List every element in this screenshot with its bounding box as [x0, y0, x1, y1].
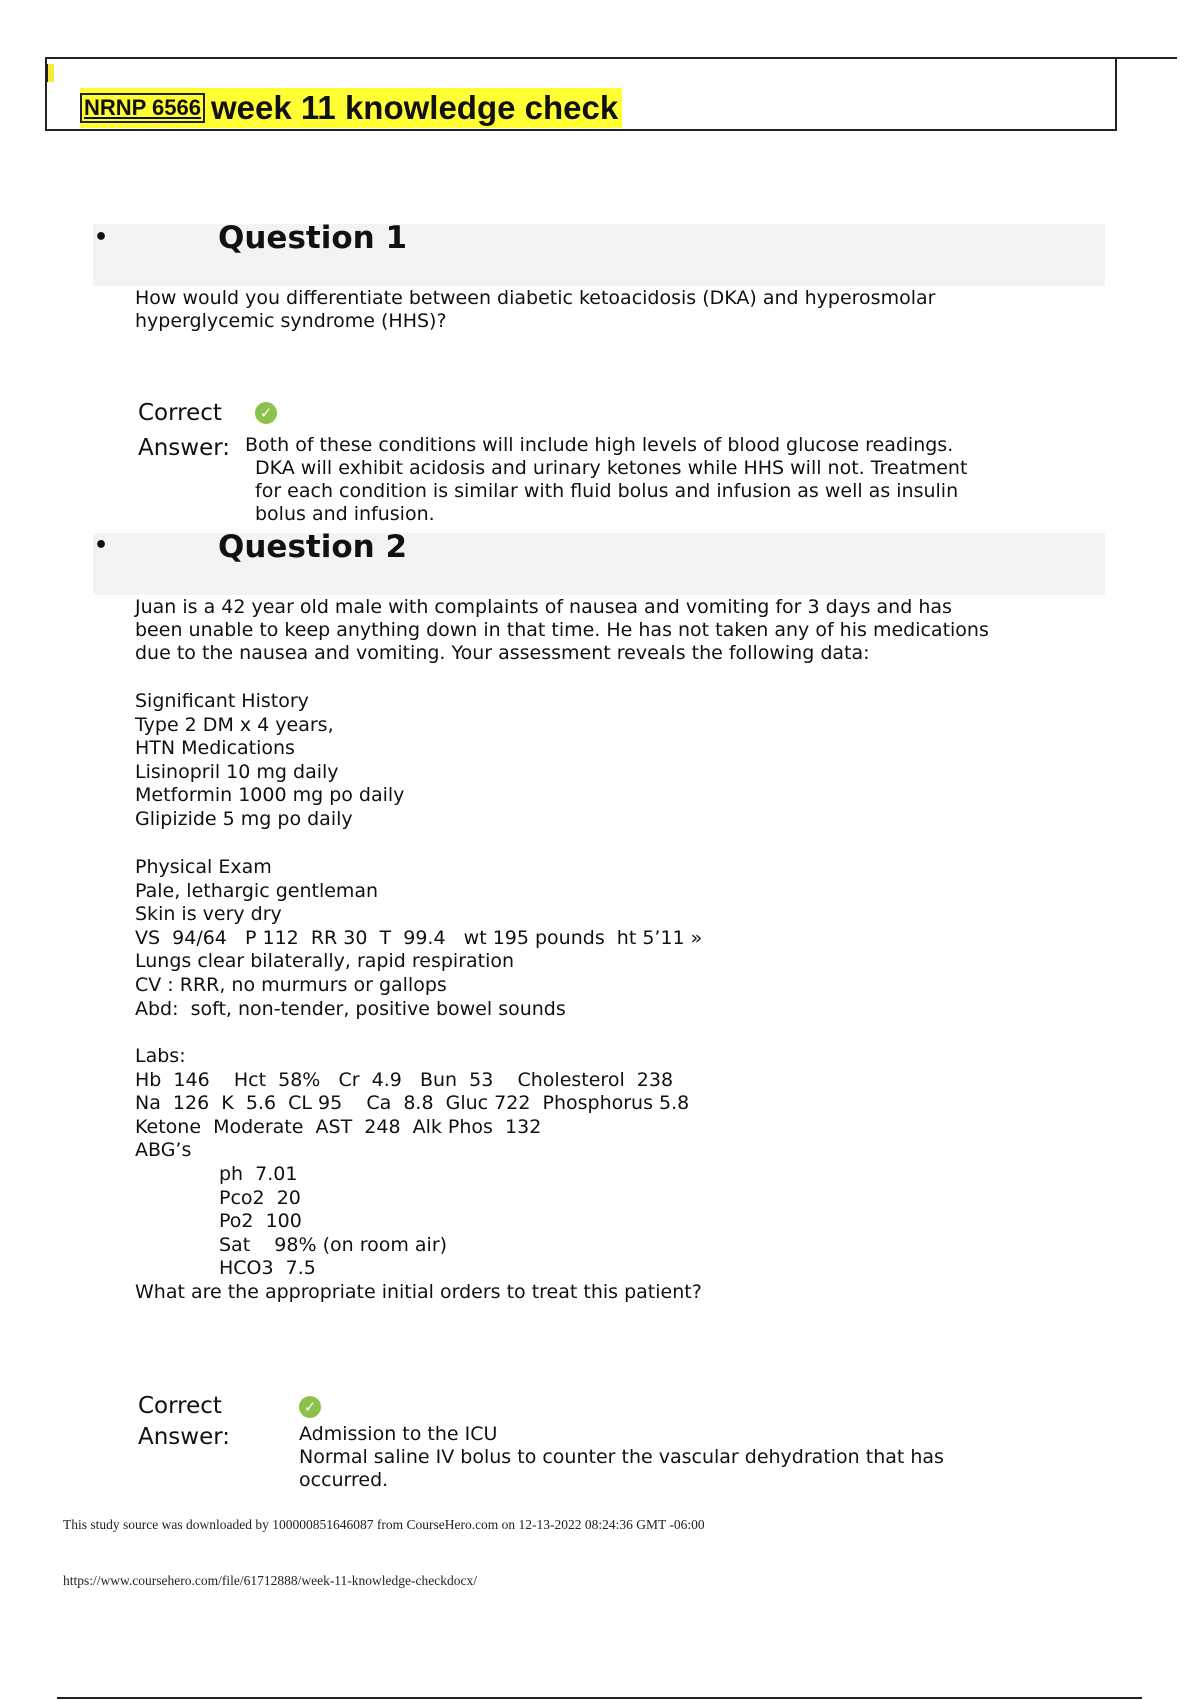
- exam-line: VS 94/64 P 112 RR 30 T 99.4 wt 195 pounds ht 5’11 »: [135, 926, 703, 949]
- exam-line: Physical Exam: [135, 856, 272, 878]
- exam-line: Skin is very dry: [135, 903, 282, 926]
- check-circle-icon: ✓: [299, 1396, 321, 1418]
- abg-line: HCO3 7.5: [219, 1257, 316, 1280]
- abg-values: [219, 1163, 447, 1281]
- answer-line: bolus and infusion.: [255, 503, 435, 525]
- history-line: Significant History: [135, 690, 309, 712]
- question-1-correct-label: Correct: [138, 400, 222, 426]
- header-rule-extension: [1117, 57, 1177, 59]
- bottom-rule: [57, 1697, 1142, 1699]
- answer-line: occurred.: [299, 1469, 389, 1491]
- question-2-question: What are the appropriate initial orders to treat this patient?: [135, 1281, 702, 1303]
- abg-line: Po2 100: [219, 1210, 302, 1233]
- exam-line: Abd: soft, non-tender, positive bowel sounds: [135, 997, 566, 1020]
- answer-line: Normal saline IV bolus to counter the vascular dehydration that has: [299, 1446, 944, 1468]
- exam-line: Pale, lethargic gentleman: [135, 879, 379, 902]
- question-2-answer-label: Answer:: [138, 1424, 231, 1450]
- history-line: Glipizide 5 mg po daily: [135, 807, 353, 830]
- source-line: This study source was downloaded by 100000851646087 from CourseHero.com on 12-13-2022 08:24:36 GMT -06:00: [63, 1517, 705, 1532]
- bullet-icon: •: [94, 533, 109, 558]
- answer-line: for each condition is similar with fluid bolus and infusion as well as insulin: [255, 480, 959, 502]
- highlight-mark: [46, 64, 54, 82]
- abg-line: Sat 98% (on room air): [219, 1233, 448, 1256]
- answer-line: Admission to the ICU: [299, 1423, 498, 1445]
- document-title: [80, 88, 622, 128]
- answer-line: Both of these conditions will include high levels of blood glucose readings.: [245, 434, 954, 456]
- question-2-prompt: Juan is a 42 year old male with complaints of nausea and vomiting for 3 days and has been unable to keep anything down in that time. He has not taken any of his medications due to the nausea and vomiting. Your assessment reveals the following data:: [135, 596, 989, 664]
- question-2-title: Question 2: [218, 529, 408, 565]
- question-1-answer-label: Answer:: [138, 435, 231, 461]
- history-line: Lisinopril 10 mg daily: [135, 760, 339, 783]
- question-1-prompt: How would you differentiate between diabetic ketoacidosis (DKA) and hyperosmolar hyperglycemic syndrome (HHS)?: [135, 287, 936, 332]
- history-line: Type 2 DM x 4 years,: [135, 713, 334, 736]
- lab-line: ABG’s: [135, 1139, 192, 1162]
- bullet-icon: •: [94, 225, 109, 250]
- question-2-answer: [299, 1423, 944, 1492]
- exam-line: Lungs clear bilaterally, rapid respiration: [135, 950, 515, 973]
- abg-line: ph 7.01: [219, 1163, 298, 1185]
- lab-line: Na 126 K 5.6 CL 95 Ca 8.8 Gluc 722 Phosphorus 5.8: [135, 1092, 690, 1115]
- title-text: week 11 knowledge check: [211, 89, 619, 126]
- history-line: Metformin 1000 mg po daily: [135, 784, 405, 807]
- physical-exam: [135, 856, 702, 1021]
- answer-line: DKA will exhibit acidosis and urinary ketones while HHS will not. Treatment: [255, 457, 968, 479]
- lab-line: Ketone Moderate AST 248 Alk Phos 132: [135, 1115, 542, 1138]
- lab-line: Labs:: [135, 1045, 186, 1067]
- source-url[interactable]: https://www.coursehero.com/file/61712888/week-11-knowledge-checkdocx/: [63, 1573, 478, 1588]
- abg-line: Pco2 20: [219, 1186, 301, 1209]
- question-2-correct-label: Correct: [138, 1393, 222, 1419]
- question-1-answer: [245, 434, 967, 526]
- lab-line: Hb 146 Hct 58% Cr 4.9 Bun 53 Cholesterol 238: [135, 1068, 674, 1091]
- check-circle-icon: ✓: [255, 402, 277, 424]
- course-code: NRNP 6566: [80, 93, 205, 123]
- significant-history: [135, 690, 404, 832]
- question-1-title: Question 1: [218, 220, 408, 256]
- exam-line: CV : RRR, no murmurs or gallops: [135, 973, 447, 996]
- labs: [135, 1045, 689, 1163]
- history-line: HTN Medications: [135, 737, 295, 760]
